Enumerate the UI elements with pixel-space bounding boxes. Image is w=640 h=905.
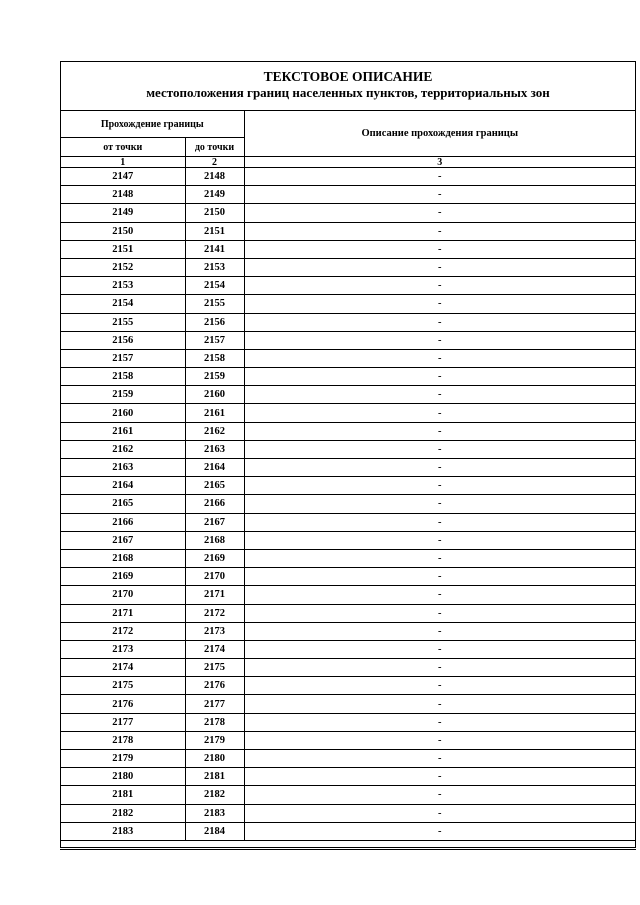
from-point-cell: 2151 (61, 240, 185, 258)
description-cell: - (244, 168, 635, 186)
to-point-cell: 2166 (185, 495, 244, 513)
to-point-cell: 2182 (185, 786, 244, 804)
from-point-cell: 2178 (61, 731, 185, 749)
description-cell: - (244, 568, 635, 586)
description-cell: - (244, 695, 635, 713)
table-row (61, 822, 635, 840)
to-point-cell: 2174 (185, 640, 244, 658)
to-point-cell: 2154 (185, 277, 244, 295)
to-point-cell: 2165 (185, 477, 244, 495)
from-point-cell: 2182 (61, 804, 185, 822)
table-row (61, 404, 635, 422)
to-point-cell: 2176 (185, 677, 244, 695)
table-row (61, 586, 635, 604)
description-header: Описание прохождения границы (244, 111, 635, 157)
to-point-cell: 2153 (185, 258, 244, 276)
to-point-cell: 2141 (185, 240, 244, 258)
to-point-cell: 2173 (185, 622, 244, 640)
description-cell: - (244, 386, 635, 404)
table-row (61, 750, 635, 768)
description-cell: - (244, 604, 635, 622)
table-row (61, 568, 635, 586)
description-cell: - (244, 513, 635, 531)
from-point-cell: 2157 (61, 349, 185, 367)
description-cell: - (244, 404, 635, 422)
from-point-cell: 2164 (61, 477, 185, 495)
description-cell: - (244, 222, 635, 240)
table-row (61, 240, 635, 258)
to-point-cell: 2164 (185, 459, 244, 477)
table-row (61, 349, 635, 367)
column-number-2: 2 (185, 157, 244, 168)
to-point-cell: 2167 (185, 513, 244, 531)
description-cell: - (244, 422, 635, 440)
description-cell: - (244, 713, 635, 731)
from-point-cell: 2172 (61, 622, 185, 640)
to-point-cell: 2156 (185, 313, 244, 331)
from-point-cell: 2147 (61, 168, 185, 186)
document-subtitle: местоположения границ населенных пунктов, территориальных зон (146, 85, 550, 100)
to-point-cell: 2179 (185, 731, 244, 749)
description-cell: - (244, 313, 635, 331)
from-point-cell: 2174 (61, 659, 185, 677)
table-row (61, 331, 635, 349)
table-row (61, 513, 635, 531)
to-point-cell: 2162 (185, 422, 244, 440)
description-cell: - (244, 477, 635, 495)
table-row (61, 695, 635, 713)
to-point-cell: 2177 (185, 695, 244, 713)
table-row (61, 258, 635, 276)
description-cell: - (244, 640, 635, 658)
description-cell: - (244, 659, 635, 677)
from-point-cell: 2154 (61, 295, 185, 313)
to-point-cell: 2184 (185, 822, 244, 840)
from-point-cell: 2181 (61, 786, 185, 804)
to-point-cell: 2168 (185, 531, 244, 549)
table-row (61, 477, 635, 495)
description-cell: - (244, 549, 635, 567)
description-cell: - (244, 368, 635, 386)
to-point-cell: 2170 (185, 568, 244, 586)
table-row (61, 168, 635, 186)
table-row (61, 713, 635, 731)
from-point-cell: 2158 (61, 368, 185, 386)
from-point-header: от точки (61, 138, 185, 157)
table-row (61, 659, 635, 677)
table-row (61, 495, 635, 513)
to-point-cell: 2151 (185, 222, 244, 240)
group-header: Прохождение границы (61, 111, 244, 138)
table-row (61, 804, 635, 822)
from-point-cell: 2161 (61, 422, 185, 440)
table-body (61, 168, 635, 841)
table-row (61, 786, 635, 804)
description-cell: - (244, 750, 635, 768)
to-point-cell: 2178 (185, 713, 244, 731)
to-point-cell: 2183 (185, 804, 244, 822)
to-point-cell: 2148 (185, 168, 244, 186)
to-point-cell: 2181 (185, 768, 244, 786)
from-point-cell: 2171 (61, 604, 185, 622)
to-point-cell: 2171 (185, 586, 244, 604)
description-cell: - (244, 768, 635, 786)
from-point-cell: 2149 (61, 204, 185, 222)
to-point-cell: 2149 (185, 186, 244, 204)
to-point-cell: 2163 (185, 440, 244, 458)
description-cell: - (244, 822, 635, 840)
description-cell: - (244, 731, 635, 749)
from-point-cell: 2167 (61, 531, 185, 549)
column-number-3: 3 (244, 157, 635, 168)
from-point-cell: 2159 (61, 386, 185, 404)
document-frame (60, 61, 636, 848)
description-cell: - (244, 277, 635, 295)
to-point-cell: 2150 (185, 204, 244, 222)
description-cell: - (244, 622, 635, 640)
table-row (61, 549, 635, 567)
table-row (61, 531, 635, 549)
to-point-cell: 2157 (185, 331, 244, 349)
description-cell: - (244, 804, 635, 822)
title-block (61, 62, 635, 111)
from-point-cell: 2180 (61, 768, 185, 786)
from-point-cell: 2165 (61, 495, 185, 513)
from-point-cell: 2175 (61, 677, 185, 695)
from-point-cell: 2177 (61, 713, 185, 731)
table-row (61, 295, 635, 313)
bottom-rule (60, 849, 636, 850)
column-number-1: 1 (61, 157, 185, 168)
from-point-cell: 2169 (61, 568, 185, 586)
from-point-cell: 2166 (61, 513, 185, 531)
from-point-cell: 2163 (61, 459, 185, 477)
boundary-table (61, 111, 635, 841)
from-point-cell: 2155 (61, 313, 185, 331)
to-point-cell: 2158 (185, 349, 244, 367)
table-row (61, 459, 635, 477)
table-row (61, 768, 635, 786)
table-row (61, 204, 635, 222)
table-row (61, 386, 635, 404)
table-row (61, 422, 635, 440)
to-point-cell: 2180 (185, 750, 244, 768)
to-point-cell: 2159 (185, 368, 244, 386)
description-cell: - (244, 295, 635, 313)
description-cell: - (244, 495, 635, 513)
table-row (61, 186, 635, 204)
description-cell: - (244, 240, 635, 258)
from-point-cell: 2179 (61, 750, 185, 768)
to-point-cell: 2169 (185, 549, 244, 567)
description-cell: - (244, 349, 635, 367)
description-cell: - (244, 258, 635, 276)
to-point-cell: 2161 (185, 404, 244, 422)
description-cell: - (244, 531, 635, 549)
from-point-cell: 2150 (61, 222, 185, 240)
description-cell: - (244, 459, 635, 477)
to-point-cell: 2155 (185, 295, 244, 313)
from-point-cell: 2168 (61, 549, 185, 567)
description-cell: - (244, 586, 635, 604)
from-point-cell: 2148 (61, 186, 185, 204)
table-row (61, 368, 635, 386)
table-row (61, 604, 635, 622)
description-cell: - (244, 786, 635, 804)
table-row (61, 677, 635, 695)
from-point-cell: 2170 (61, 586, 185, 604)
to-point-header: до точки (185, 138, 244, 157)
from-point-cell: 2183 (61, 822, 185, 840)
from-point-cell: 2176 (61, 695, 185, 713)
from-point-cell: 2156 (61, 331, 185, 349)
from-point-cell: 2173 (61, 640, 185, 658)
table-row (61, 222, 635, 240)
document-title: ТЕКСТОВОЕ ОПИСАНИЕ (263, 69, 433, 84)
to-point-cell: 2160 (185, 386, 244, 404)
table-row (61, 277, 635, 295)
from-point-cell: 2162 (61, 440, 185, 458)
description-cell: - (244, 331, 635, 349)
to-point-cell: 2172 (185, 604, 244, 622)
table-row (61, 731, 635, 749)
table-row (61, 640, 635, 658)
from-point-cell: 2152 (61, 258, 185, 276)
description-cell: - (244, 186, 635, 204)
from-point-cell: 2153 (61, 277, 185, 295)
table-row (61, 440, 635, 458)
table-row (61, 622, 635, 640)
table-row (61, 313, 635, 331)
from-point-cell: 2160 (61, 404, 185, 422)
description-cell: - (244, 677, 635, 695)
to-point-cell: 2175 (185, 659, 244, 677)
description-cell: - (244, 440, 635, 458)
description-cell: - (244, 204, 635, 222)
